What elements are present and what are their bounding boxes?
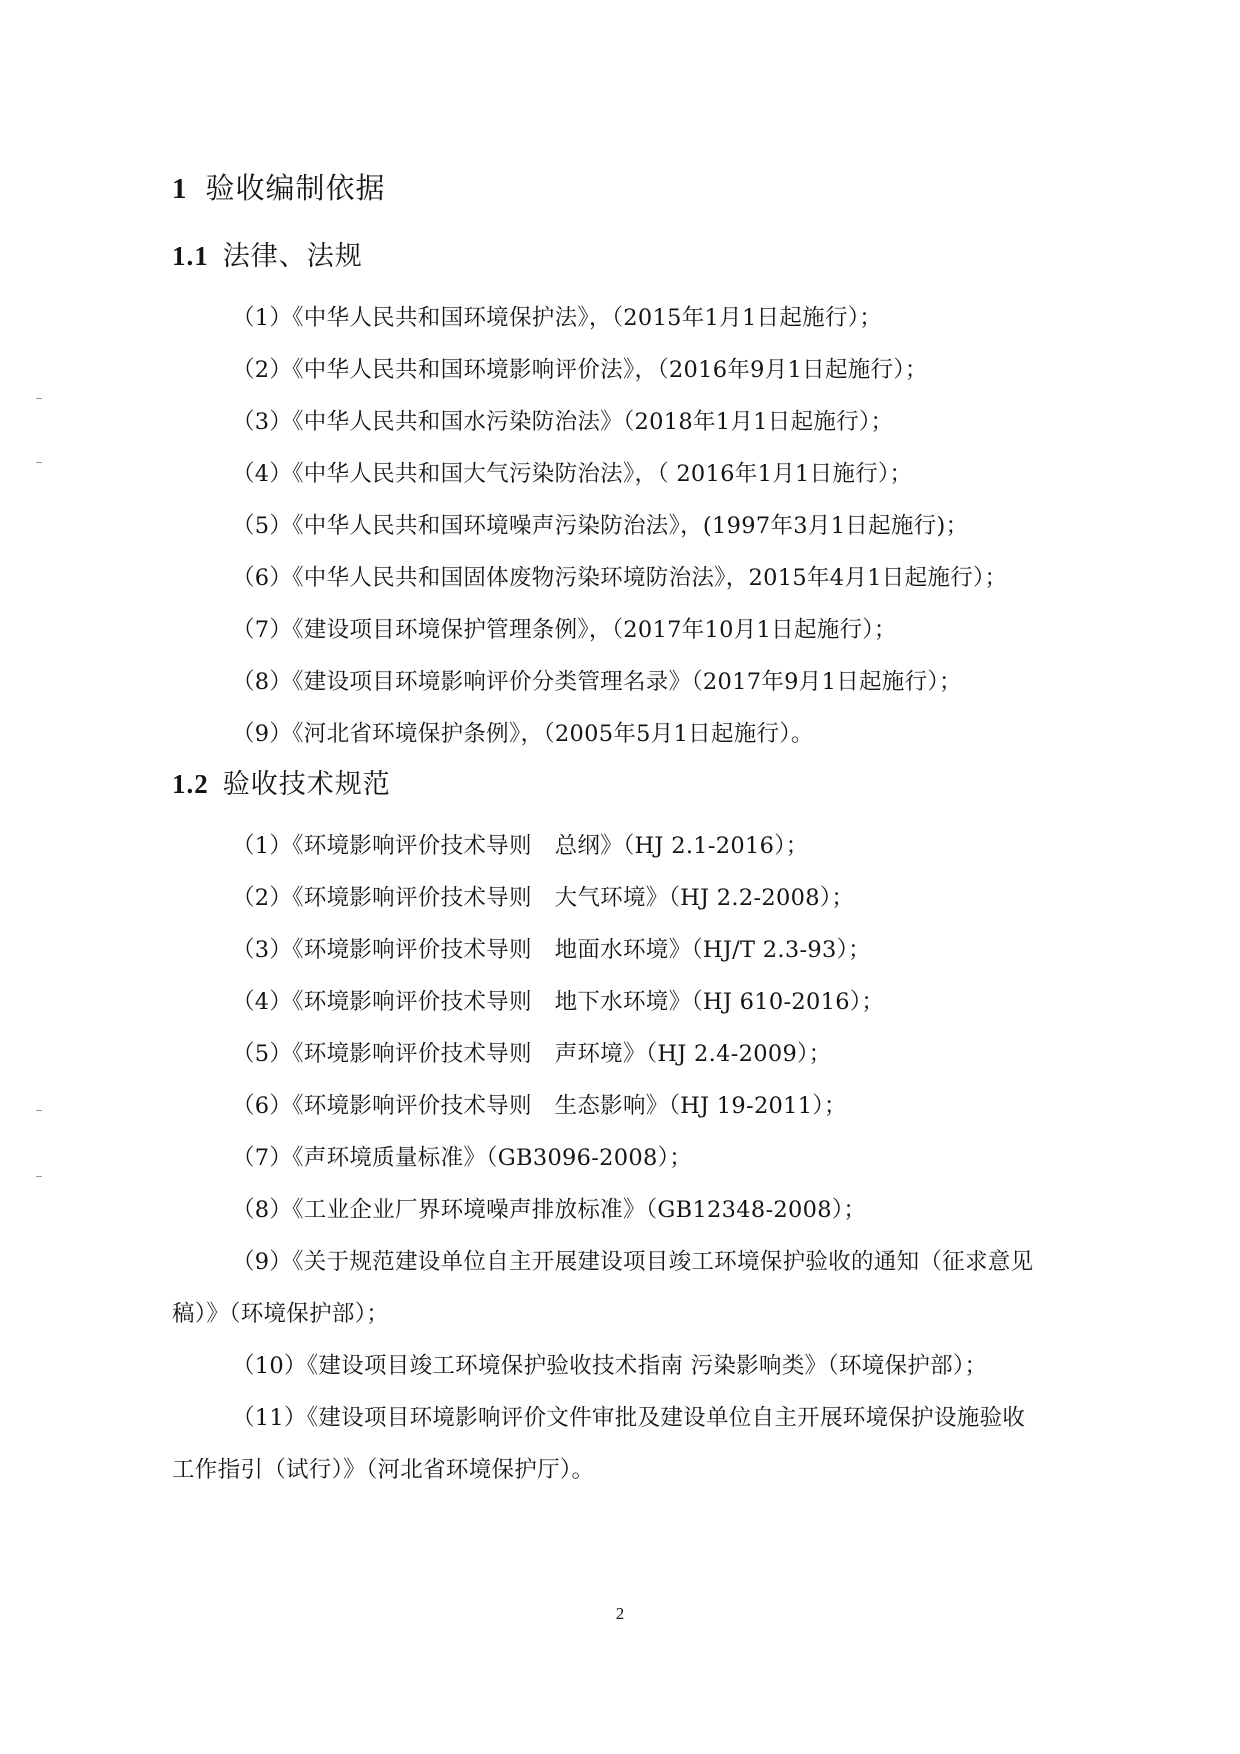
list-item: （6）《环境影响评价技术导则 生态影响》（HJ 19-2011）； <box>232 1093 847 1119</box>
list-item: （9）《河北省环境保护条例》，（2005年5月1日起施行）。 <box>232 721 814 747</box>
scan-artifact <box>36 1110 42 1111</box>
list-item: （6）《中华人民共和国固体废物污染环境防治法》，2015年4月1日起施行）； <box>232 565 1008 591</box>
subsection-heading-laws <box>172 234 1042 278</box>
list-item: （3）《环境影响评价技术导则 地面水环境》（HJ/T 2.3-93）； <box>232 937 871 963</box>
standards-list <box>172 820 1042 1496</box>
list-item: （7）《建设项目环境保护管理条例》，（2017年10月1日起施行）； <box>232 617 897 643</box>
subsection-title: 法律、法规 <box>222 241 363 272</box>
section-heading <box>172 166 1042 210</box>
list-item: （7）《声环境质量标准》（GB3096-2008）； <box>232 1145 692 1171</box>
list-item: （3）《中华人民共和国水污染防治法》（2018年1月1日起施行）； <box>232 409 894 435</box>
list-item: （10）《建设项目竣工环境保护验收技术指南 污染影响类》（环境保护部）； <box>232 1353 988 1379</box>
list-item: （11）《建设项目环境影响评价文件审批及建设单位自主开展环境保护设施验收工作指引（试行）》（河北省环境保护厅）。 <box>172 1405 1026 1483</box>
subsection-number: 1.2 <box>172 769 209 799</box>
list-item: （8）《建设项目环境影响评价分类管理名录》（2017年9月1日起施行）； <box>232 669 962 695</box>
scan-artifact <box>36 1176 42 1177</box>
list-item: （9）《关于规范建设单位自主开展建设项目竣工环境保护验收的通知（征求意见稿）》（环境保护部）； <box>172 1249 1034 1327</box>
list-item: （5）《环境影响评价技术导则 声环境》（HJ 2.4-2009）； <box>232 1041 832 1067</box>
document-body <box>172 166 1042 1496</box>
list-item: （2）《环境影响评价技术导则 大气环境》（HJ 2.2-2008）； <box>232 885 855 911</box>
list-item: （4）《中华人民共和国大气污染防治法》，（ 2016年1月1日施行）； <box>232 461 913 487</box>
scan-artifact <box>36 398 42 399</box>
laws-list <box>172 292 1042 760</box>
list-item: （4）《环境影响评价技术导则 地下水环境》（HJ 610-2016）； <box>232 989 885 1015</box>
page-number: 2 <box>615 1604 625 1623</box>
list-item: （1）《中华人民共和国环境保护法》，（2015年1月1日起施行）； <box>232 305 883 331</box>
list-item: （2）《中华人民共和国环境影响评价法》，（2016年9月1日起施行）； <box>232 357 928 383</box>
list-item: （1）《环境影响评价技术导则 总纲》（HJ 2.1-2016）； <box>232 833 809 859</box>
section-title: 验收编制依据 <box>205 171 386 205</box>
subsection-number: 1.1 <box>172 241 209 271</box>
subsection-title: 验收技术规范 <box>222 769 391 800</box>
scan-artifact <box>36 462 42 463</box>
section-number: 1 <box>172 173 188 205</box>
list-item: （8）《工业企业厂界环境噪声排放标准》（GB12348-2008）； <box>232 1197 867 1223</box>
subsection-heading-technical-standards <box>172 762 1042 806</box>
list-item: （5）《中华人民共和国环境噪声污染防治法》，(1997年3月1日起施行)； <box>232 513 969 539</box>
